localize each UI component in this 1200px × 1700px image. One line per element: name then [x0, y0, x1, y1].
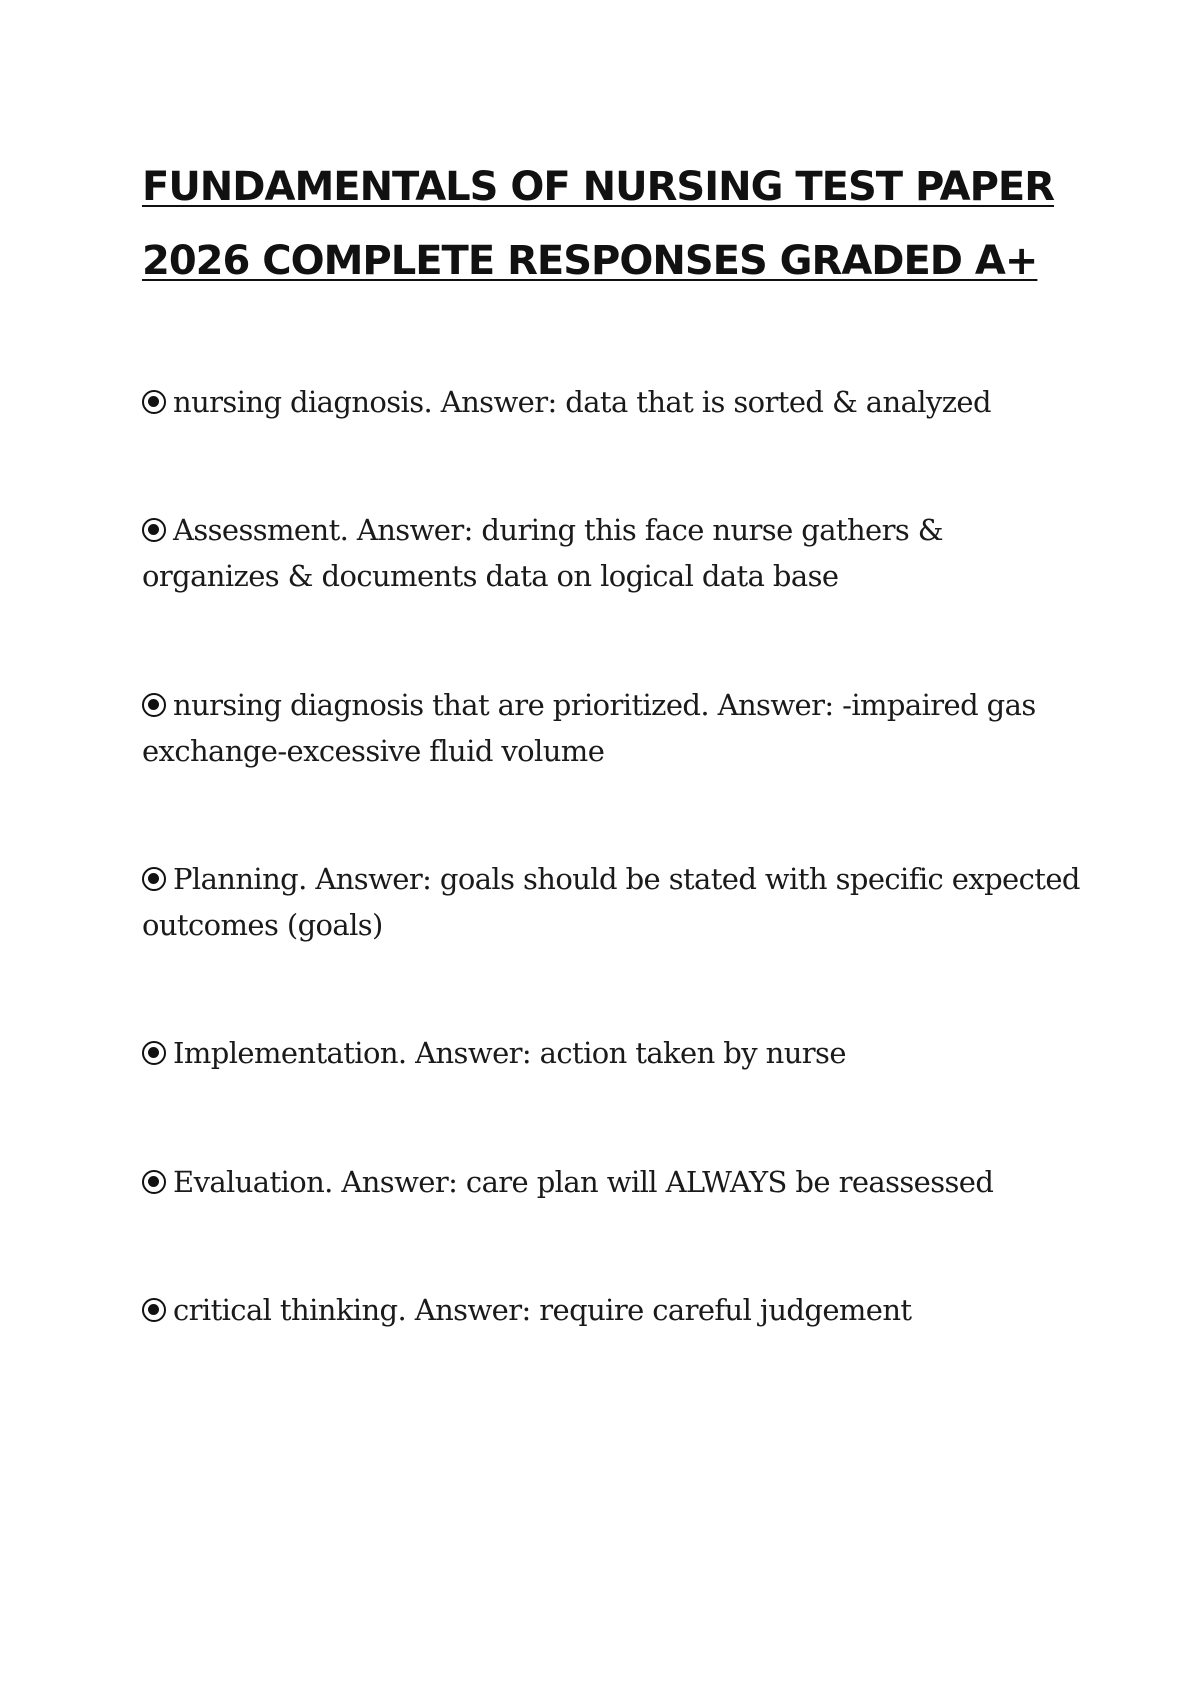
- list-item: [142, 856, 1082, 948]
- list-item: [142, 1030, 1082, 1076]
- item-text: nursing diagnosis. Answer: data that is sorted & analyzed: [173, 385, 991, 419]
- radio-bullet-icon: [142, 390, 166, 414]
- item-text: Implementation. Answer: action taken by nurse: [173, 1036, 846, 1070]
- title-line-1: FUNDAMENTALS OF NURSING TEST PAPER: [142, 164, 1055, 210]
- document-title: [142, 150, 1082, 298]
- radio-bullet-icon: [142, 518, 166, 542]
- list-item: [142, 682, 1082, 774]
- list-item: [142, 507, 1082, 599]
- radio-bullet-icon: [142, 867, 166, 891]
- radio-bullet-icon: [142, 1170, 166, 1194]
- radio-bullet-icon: [142, 1041, 166, 1065]
- list-item: [142, 1287, 1082, 1333]
- title-line-2: 2026 COMPLETE RESPONSES GRADED A+: [142, 238, 1038, 284]
- item-text: Evaluation. Answer: care plan will ALWAYS be reassessed: [173, 1165, 994, 1199]
- list-item: [142, 379, 1082, 425]
- list-item: [142, 1159, 1082, 1205]
- radio-bullet-icon: [142, 693, 166, 717]
- item-text: Planning. Answer: goals should be stated with specific expected outcomes (goals): [142, 862, 1080, 942]
- item-text: critical thinking. Answer: require careful judgement: [173, 1293, 912, 1327]
- item-text: nursing diagnosis that are prioritized. Answer: -impaired gas exchange-excessive fluid volume: [142, 688, 1036, 768]
- item-text: Assessment. Answer: during this face nurse gathers & organizes & documents data on logical data base: [142, 513, 943, 593]
- radio-bullet-icon: [142, 1298, 166, 1322]
